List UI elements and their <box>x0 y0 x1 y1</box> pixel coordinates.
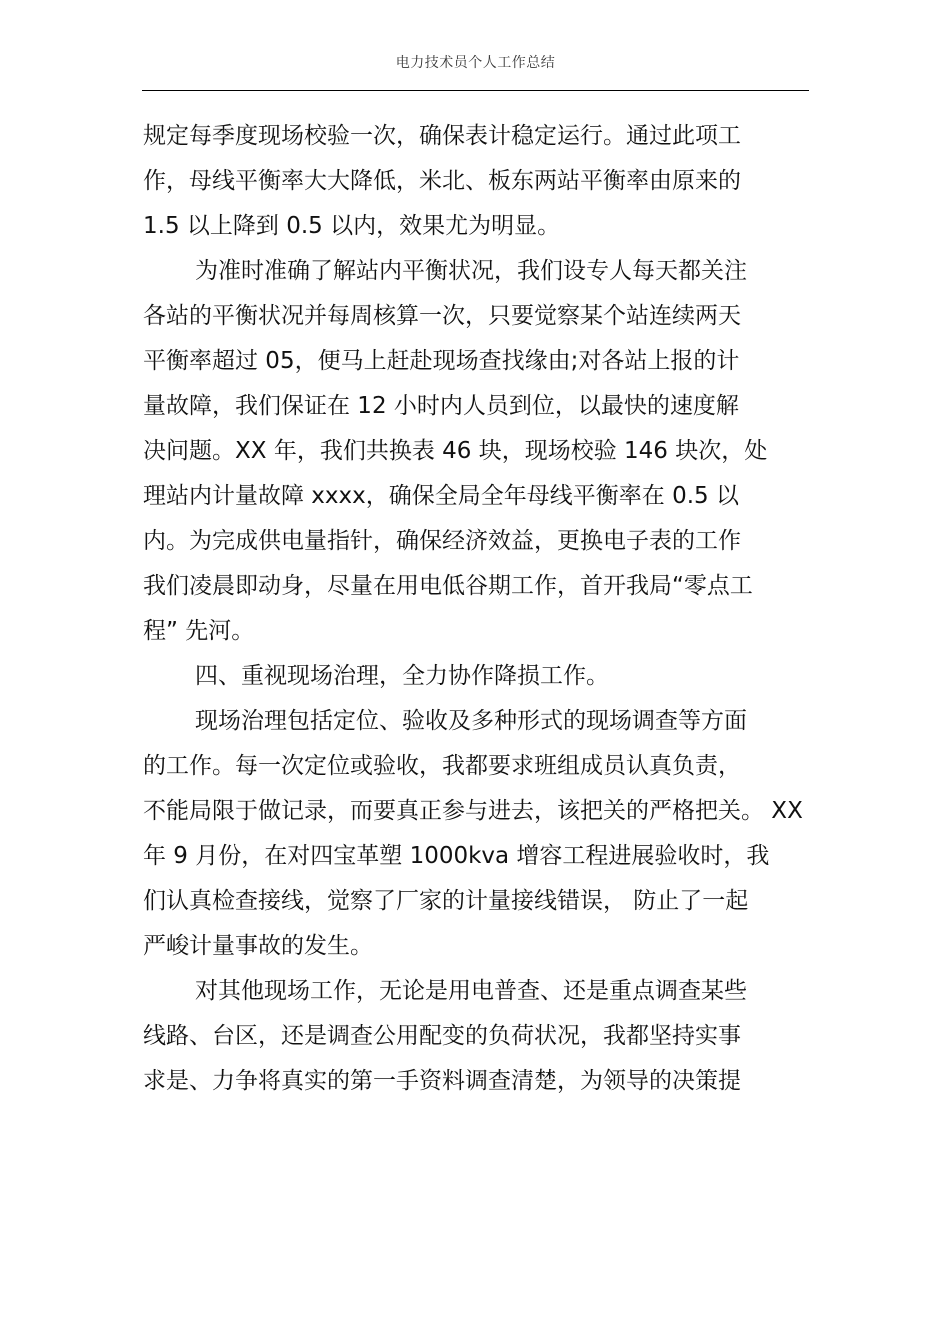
text-line: 的工作。每一次定位或验收，我都要求班组成员认真负责， <box>143 753 741 779</box>
page-header-title: 电力技术员个人工作总结 <box>395 55 556 71</box>
paragraph-start-line: 对其他现场工作，无论是用电普查、还是重点调查某些 <box>195 978 747 1004</box>
header-divider <box>142 90 809 91</box>
text-line: 规定每季度现场校验一次，确保表计稳定运行。通过此项工 <box>143 123 741 149</box>
text-line: 不能局限于做记录，而要真正参与进去，该把关的严格把关。 XX <box>143 798 803 824</box>
text-line: 平衡率超过 05，便马上赶赴现场查找缘由;对各站上报的计 <box>143 348 740 374</box>
body-text <box>143 114 815 1104</box>
text-line: 作，母线平衡率大大降低，米北、板东两站平衡率由原来的 <box>143 168 741 194</box>
text-line: 决问题。XX 年，我们共换表 46 块，现场校验 146 块次，处 <box>143 438 768 464</box>
text-line: 们认真检查接线，觉察了厂家的计量接线错误， 防止了一起 <box>143 888 749 914</box>
text-line: 程” 先河。 <box>143 618 255 644</box>
text-line: 我们凌晨即动身，尽量在用电低谷期工作，首开我局“零点工 <box>143 573 753 599</box>
text-line: 求是、力争将真实的第一手资料调查清楚，为领导的决策提 <box>143 1068 741 1094</box>
text-line: 量故障，我们保证在 12 小时内人员到位，以最快的速度解 <box>143 393 739 419</box>
text-line: 内。为完成供电量指针，确保经济效益，更换电子表的工作 <box>143 528 741 554</box>
text-line: 年 9 月份，在对四宝革塑 1000kva 增容工程进展验收时，我 <box>143 843 770 869</box>
section-heading: 四、重视现场治理，全力协作降损工作。 <box>195 663 609 689</box>
text-line: 严峻计量事故的发生。 <box>143 933 373 959</box>
paragraph-start-line: 为准时准确了解站内平衡状况，我们设专人每天都关注 <box>195 258 747 284</box>
text-line: 线路、台区，还是调查公用配变的负荷状况，我都坚持实事 <box>143 1023 741 1049</box>
text-line: 理站内计量故障 xxxx，确保全局全年母线平衡率在 0.5 以 <box>143 483 739 509</box>
text-line: 各站的平衡状况并每周核算一次，只要觉察某个站连续两天 <box>143 303 741 329</box>
text-line: 1.5 以上降到 0.5 以内，效果尤为明显。 <box>143 213 561 239</box>
paragraph-start-line: 现场治理包括定位、验收及多种形式的现场调查等方面 <box>195 708 747 734</box>
